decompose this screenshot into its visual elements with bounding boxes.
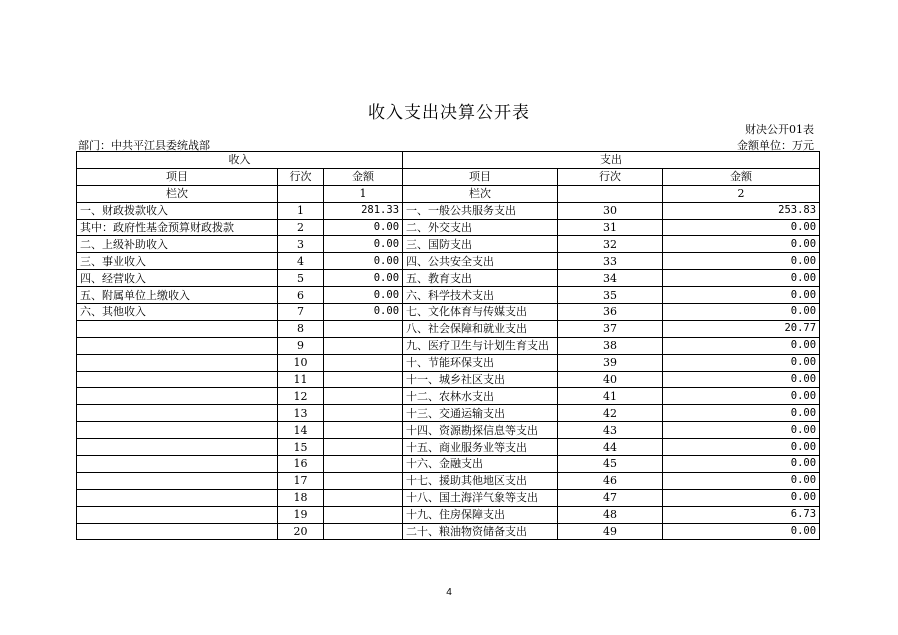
expense-line-cell: 31 xyxy=(558,219,663,236)
income-amount-cell: 0.00 xyxy=(324,304,403,321)
table-row xyxy=(77,337,820,354)
expense-item-cell: 十三、交通运输支出 xyxy=(403,405,558,422)
income-item-cell xyxy=(77,354,278,371)
income-line-cell: 18 xyxy=(278,489,324,506)
expense-amount-cell: 253.83 xyxy=(663,202,820,219)
expense-amount-cell: 0.00 xyxy=(663,422,820,439)
income-line-cell: 13 xyxy=(278,405,324,422)
expense-item-cell: 十二、农林水支出 xyxy=(403,388,558,405)
expense-line-cell: 49 xyxy=(558,523,663,540)
table-row xyxy=(77,523,820,540)
table-row xyxy=(77,422,820,439)
income-item-cell xyxy=(77,456,278,473)
expense-item-cell: 七、文化体育与传媒支出 xyxy=(403,304,558,321)
expense-item-cell: 十五、商业服务业等支出 xyxy=(403,439,558,456)
expense-item-cell: 八、社会保障和就业支出 xyxy=(403,320,558,337)
income-line-cell: 4 xyxy=(278,253,324,270)
income-line-cell: 15 xyxy=(278,439,324,456)
table-row xyxy=(77,202,820,219)
income-item-cell xyxy=(77,337,278,354)
income-line-cell: 16 xyxy=(278,456,324,473)
expense-item-cell: 六、科学技术支出 xyxy=(403,287,558,304)
table-row xyxy=(77,472,820,489)
expense-line-cell: 36 xyxy=(558,304,663,321)
expense-amount-cell: 6.73 xyxy=(663,506,820,523)
income-item-cell: 一、财政拨款收入 xyxy=(77,202,278,219)
income-amount-cell xyxy=(324,337,403,354)
header-row-columns xyxy=(77,168,820,185)
income-line-cell: 7 xyxy=(278,304,324,321)
expense-item-cell: 十七、援助其他地区支出 xyxy=(403,472,558,489)
income-amount-cell: 0.00 xyxy=(324,236,403,253)
expense-amount-cell: 0.00 xyxy=(663,472,820,489)
expense-line-cell: 37 xyxy=(558,320,663,337)
header-row-sections xyxy=(77,152,820,169)
expense-amount-cell: 20.77 xyxy=(663,320,820,337)
income-item-cell: 其中：政府性基金预算财政拨款 xyxy=(77,219,278,236)
table-row xyxy=(77,489,820,506)
expense-column-number: 2 xyxy=(663,185,820,202)
table-row xyxy=(77,287,820,304)
table-row xyxy=(77,320,820,337)
expense-line-cell: 43 xyxy=(558,422,663,439)
income-item-cell xyxy=(77,388,278,405)
expense-item-cell: 十、节能环保支出 xyxy=(403,354,558,371)
form-number: 财决公开01表 xyxy=(745,123,814,136)
income-expense-table xyxy=(76,151,820,540)
amount-unit-label: 金额单位：万元 xyxy=(737,139,814,152)
expense-item-cell: 三、国防支出 xyxy=(403,236,558,253)
expense-column-blank xyxy=(558,185,663,202)
income-line-cell: 19 xyxy=(278,506,324,523)
table-row xyxy=(77,371,820,388)
income-amount-cell: 0.00 xyxy=(324,287,403,304)
income-item-cell xyxy=(77,422,278,439)
expense-amount-cell: 0.00 xyxy=(663,405,820,422)
expense-line-cell: 45 xyxy=(558,456,663,473)
income-amount-cell: 0.00 xyxy=(324,270,403,287)
income-amount-cell xyxy=(324,489,403,506)
expense-amount-cell: 0.00 xyxy=(663,236,820,253)
income-amount-cell xyxy=(324,320,403,337)
income-amount-cell xyxy=(324,439,403,456)
expense-amount-cell: 0.00 xyxy=(663,354,820,371)
income-amount-header: 金额 xyxy=(324,168,403,185)
income-line-cell: 11 xyxy=(278,371,324,388)
income-amount-cell xyxy=(324,523,403,540)
expense-line-cell: 44 xyxy=(558,439,663,456)
income-column-blank xyxy=(278,185,324,202)
income-amount-cell: 0.00 xyxy=(324,253,403,270)
income-line-cell: 2 xyxy=(278,219,324,236)
expense-item-cell: 五、教育支出 xyxy=(403,270,558,287)
expense-amount-cell: 0.00 xyxy=(663,489,820,506)
page-title: 收入支出决算公开表 xyxy=(368,103,530,123)
table-row xyxy=(77,270,820,287)
table-row xyxy=(77,253,820,270)
income-item-cell: 六、其他收入 xyxy=(77,304,278,321)
income-line-cell: 14 xyxy=(278,422,324,439)
expense-amount-cell: 0.00 xyxy=(663,371,820,388)
income-item-cell xyxy=(77,405,278,422)
expense-line-cell: 40 xyxy=(558,371,663,388)
table-row xyxy=(77,439,820,456)
expense-amount-cell: 0.00 xyxy=(663,456,820,473)
income-line-header: 行次 xyxy=(278,168,324,185)
expense-item-cell: 十六、金融支出 xyxy=(403,456,558,473)
income-amount-cell xyxy=(324,472,403,489)
income-line-cell: 1 xyxy=(278,202,324,219)
page-number: 4 xyxy=(446,587,452,598)
income-line-cell: 3 xyxy=(278,236,324,253)
income-amount-cell xyxy=(324,405,403,422)
expense-amount-cell: 0.00 xyxy=(663,253,820,270)
expense-line-header: 行次 xyxy=(558,168,663,185)
expense-amount-cell: 0.00 xyxy=(663,219,820,236)
income-line-cell: 5 xyxy=(278,270,324,287)
income-item-cell: 五、附属单位上缴收入 xyxy=(77,287,278,304)
income-item-cell: 四、经营收入 xyxy=(77,270,278,287)
income-amount-cell: 0.00 xyxy=(324,219,403,236)
income-line-cell: 9 xyxy=(278,337,324,354)
income-amount-cell: 281.33 xyxy=(324,202,403,219)
expense-item-cell: 二十、粮油物资储备支出 xyxy=(403,523,558,540)
income-amount-cell xyxy=(324,456,403,473)
income-line-cell: 10 xyxy=(278,354,324,371)
income-item-cell xyxy=(77,523,278,540)
expense-amount-cell: 0.00 xyxy=(663,337,820,354)
header-row-column-numbers xyxy=(77,185,820,202)
income-amount-cell xyxy=(324,371,403,388)
expense-line-cell: 48 xyxy=(558,506,663,523)
expense-amount-cell: 0.00 xyxy=(663,304,820,321)
expense-line-cell: 46 xyxy=(558,472,663,489)
expense-item-cell: 四、公共安全支出 xyxy=(403,253,558,270)
income-item-header: 项目 xyxy=(77,168,278,185)
income-item-cell: 三、事业收入 xyxy=(77,253,278,270)
table-row xyxy=(77,219,820,236)
department-label: 部门：中共平江县委统战部 xyxy=(78,139,210,152)
expense-amount-cell: 0.00 xyxy=(663,388,820,405)
expense-line-cell: 38 xyxy=(558,337,663,354)
table-row xyxy=(77,506,820,523)
table-row xyxy=(77,456,820,473)
expense-item-cell: 十八、国土海洋气象等支出 xyxy=(403,489,558,506)
table-row xyxy=(77,304,820,321)
table-row xyxy=(77,354,820,371)
income-line-cell: 6 xyxy=(278,287,324,304)
income-item-cell xyxy=(77,320,278,337)
expense-item-cell: 二、外交支出 xyxy=(403,219,558,236)
expense-line-cell: 42 xyxy=(558,405,663,422)
income-amount-cell xyxy=(324,354,403,371)
income-column-label: 栏次 xyxy=(77,185,278,202)
income-item-cell xyxy=(77,506,278,523)
income-amount-cell xyxy=(324,388,403,405)
expense-line-cell: 33 xyxy=(558,253,663,270)
expense-line-cell: 32 xyxy=(558,236,663,253)
expense-line-cell: 34 xyxy=(558,270,663,287)
expense-amount-cell: 0.00 xyxy=(663,439,820,456)
income-item-cell xyxy=(77,371,278,388)
expense-item-header: 项目 xyxy=(403,168,558,185)
income-item-cell xyxy=(77,439,278,456)
table-row xyxy=(77,405,820,422)
income-line-cell: 17 xyxy=(278,472,324,489)
expense-item-cell: 十九、住房保障支出 xyxy=(403,506,558,523)
income-item-cell xyxy=(77,489,278,506)
expense-amount-cell: 0.00 xyxy=(663,287,820,304)
income-item-cell: 二、上级补助收入 xyxy=(77,236,278,253)
table-row xyxy=(77,236,820,253)
expense-item-cell: 九、医疗卫生与计划生育支出 xyxy=(403,337,558,354)
expense-line-cell: 39 xyxy=(558,354,663,371)
expense-item-cell: 十四、资源勘探信息等支出 xyxy=(403,422,558,439)
expense-item-cell: 一、一般公共服务支出 xyxy=(403,202,558,219)
expense-column-label: 栏次 xyxy=(403,185,558,202)
income-line-cell: 20 xyxy=(278,523,324,540)
expense-line-cell: 35 xyxy=(558,287,663,304)
expense-amount-header: 金额 xyxy=(663,168,820,185)
income-section-header: 收入 xyxy=(77,152,403,169)
income-line-cell: 8 xyxy=(278,320,324,337)
expense-line-cell: 30 xyxy=(558,202,663,219)
expense-line-cell: 47 xyxy=(558,489,663,506)
expense-section-header: 支出 xyxy=(403,152,820,169)
expense-line-cell: 41 xyxy=(558,388,663,405)
income-amount-cell xyxy=(324,506,403,523)
income-column-number: 1 xyxy=(324,185,403,202)
income-line-cell: 12 xyxy=(278,388,324,405)
expense-amount-cell: 0.00 xyxy=(663,523,820,540)
table-row xyxy=(77,388,820,405)
income-amount-cell xyxy=(324,422,403,439)
expense-amount-cell: 0.00 xyxy=(663,270,820,287)
income-item-cell xyxy=(77,472,278,489)
expense-item-cell: 十一、城乡社区支出 xyxy=(403,371,558,388)
